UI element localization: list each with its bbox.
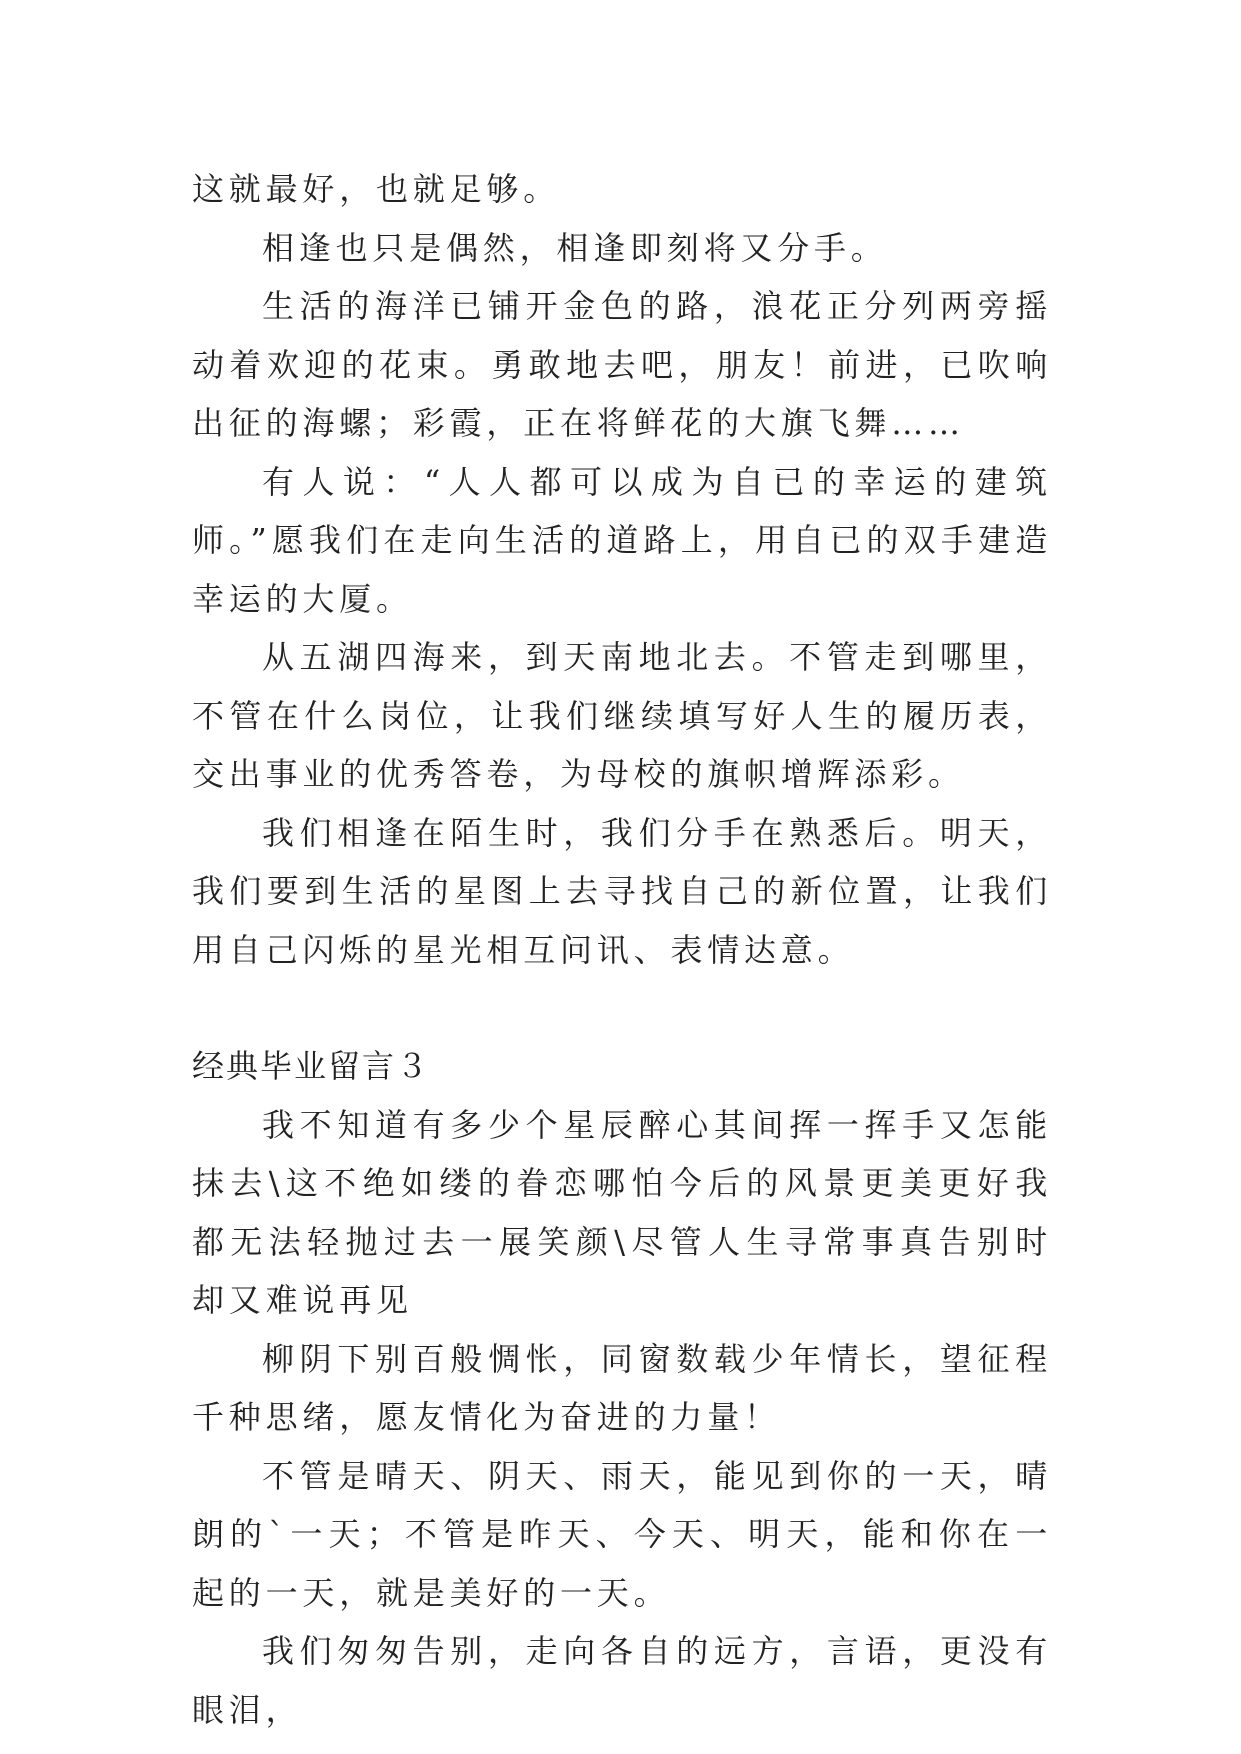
document-body [192, 160, 1052, 1739]
section-title: 经典毕业留言３ [192, 1047, 431, 1085]
paragraph: 这就最好，也就足够。 [192, 170, 561, 208]
paragraph: 我不知道有多少个星辰醉心其间挥一挥手又怎能抹去\这不绝如缕的眷恋哪怕今后的风景更美更好我都无法轻抛过去一展笑颜\尽管人生寻常事真告别时却又难说再见 [192, 1105, 1052, 1319]
paragraph: 柳阴下别百般惆怅，同窗数载少年情长，望征程千种思绪，愿友情化为奋进的力量！ [192, 1339, 1052, 1436]
paragraph: 从五湖四海来，到天南地北去。不管走到哪里，不管在什么岗位，让我们继续填写好人生的履历表，交出事业的优秀答卷，为母校的旗帜增辉添彩。 [192, 638, 1052, 793]
paragraph: 我们匆匆告别，走向各自的远方，言语，更没有眼泪， [192, 1632, 1052, 1729]
paragraph: 生活的海洋已铺开金色的路，浪花正分列两旁摇动着欢迎的花束。勇敢地去吧，朋友！前进，已吹响出征的海螺；彩霞，正在将鲜花的大旗飞舞…… [192, 287, 1052, 442]
paragraph: 不管是晴天、阴天、雨天，能见到你的一天，晴朗的`一天；不管是昨天、今天、明天，能和你在一起的一天，就是美好的一天。 [192, 1456, 1052, 1612]
paragraph: 有人说：“人人都可以成为自已的幸运的建筑师。”愿我们在走向生活的道路上，用自已的双手建造幸运的大厦。 [192, 462, 1052, 618]
paragraph: 我们相逢在陌生时，我们分手在熟悉后。明天，我们要到生活的星图上去寻找自己的新位置，让我们用自己闪烁的星光相互问讯、表情达意。 [192, 813, 1052, 969]
paragraph: 相逢也只是偶然，相逢即刻将又分手。 [262, 228, 888, 267]
